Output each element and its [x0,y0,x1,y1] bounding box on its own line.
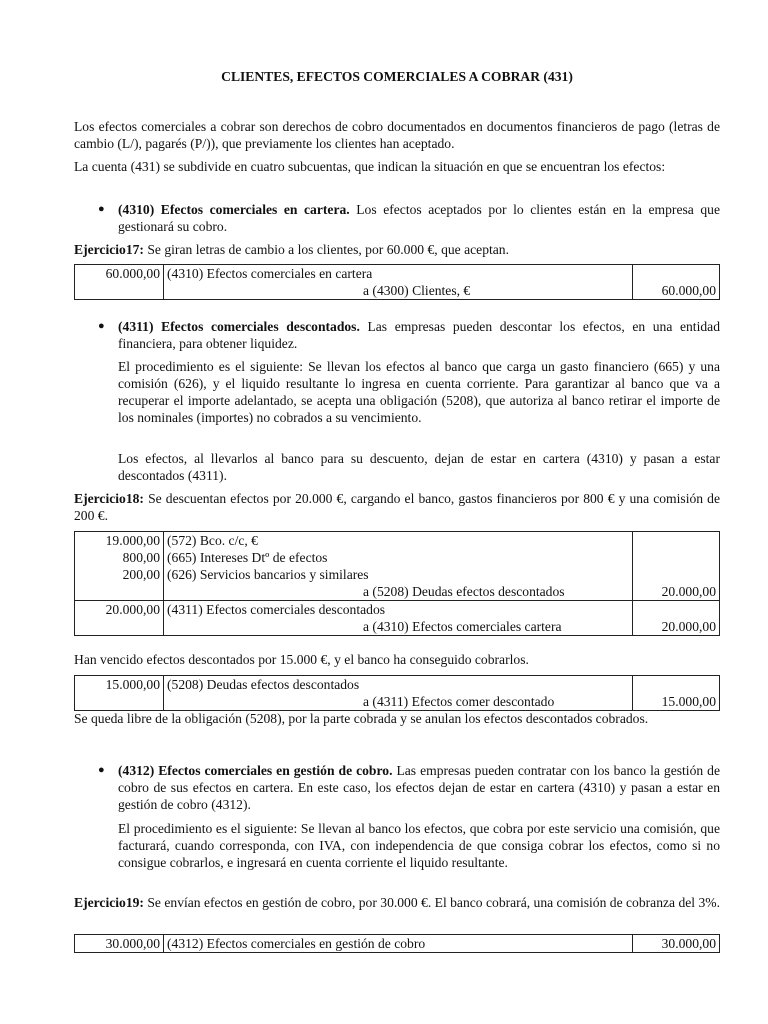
bullet-4312 [118,762,720,813]
bullet-4310-title: (4310) Efectos comerciales en cartera. [118,202,350,217]
bullet-4311-procedure: El procedimiento es el siguiente: Se llevan los efectos al banco que carga un gasto financiero (665) y una comisión (626), y el liquido resultante lo ingresa en cuenta corriente. Para garantizar al banco que va a recuperar el importe adelantado, se acepta una obligación (5208), que autoriza al banco retirar el importe de los nominales (importes) no cobrados a su vencimiento. [118,359,720,425]
bullet-4310-text: Los efectos aceptados por lo clientes están en la empresa que gestionará su cobro. [118,202,720,234]
exercise-19-text: Se envían efectos en gestión de cobro, por 30.000 €. El banco cobrará, una comisión de cobranza del 3%. [143,895,720,910]
table-row [75,265,720,300]
account-cell [164,532,633,601]
credit-cell: 15.000,00 [633,676,720,711]
obligacion-libre: Se queda libre de la obligación (5208), por la parte cobrada y se anulan los efectos descontados cobrados. [74,711,649,726]
debit-account: (572) Bco. c/c, € [167,533,258,548]
debit-account: (626) Servicios bancarios y similares [167,567,369,582]
debit-cell: 30.000,00 [75,935,164,953]
debit-cell: 20.000,00 [75,601,164,636]
debit-account: (665) Intereses Dtº de efectos [167,550,328,565]
bullet-4312-procedure: El procedimiento es el siguiente: Se llevan al banco los efectos, que cobra por este servicio una comisión, que facturará, cuando corresponda, con IVA, con independencia de que consiga cobrar los efectos, como si no consigue cobrarlos, e ingresará en cuenta corriente el liquido resultante. [118,821,720,870]
bullet-icon: ● [98,764,105,776]
exercise-19 [74,894,720,911]
exercise-17-text: Se giran letras de cambio a los clientes, por 60.000 €, que aceptan. [143,242,509,257]
account-cell [164,265,633,300]
bullet-icon: ● [98,320,105,332]
intro-paragraph-2: La cuenta (431) se subdivide en cuatro subcuentas, que indican la situación en que se encuentran los efectos: [74,159,666,174]
intro-paragraph: Los efectos comerciales a cobrar son derechos de cobro documentados en documentos financieros de pago (letras de cambio (L/), pagarés (P/)), que previamente los clientes han aceptado. [74,119,720,151]
debit-cell: 15.000,00 [75,676,164,711]
debit-cell: 60.000,00 [75,265,164,300]
account-cell [164,676,633,711]
credit-cell: 20.000,00 [633,532,720,601]
credit-account: a (5208) Deudas efectos descontados [363,584,565,599]
table-row [75,935,720,953]
bullet-4311-text: Las empresas pueden descontar los efectos, en una entidad financiera, para obtener liquidez. [118,319,720,351]
debit-account: (4311) Efectos comerciales descontados [167,602,386,617]
journal-entry-19 [74,934,720,953]
account-cell [164,601,633,636]
bullet-4310 [118,201,720,235]
exercise-18 [74,490,720,524]
exercise-17 [74,241,720,258]
debit-cell: 19.000,00 800,00 200,00 [75,532,164,601]
descontados-vencidos: Han vencido efectos descontados por 15.000 €, y el banco ha conseguido cobrarlos. [74,652,529,667]
debit-account: (5208) Deudas efectos descontados [167,677,360,692]
credit-account: a (4311) Efectos comer descontado [363,694,555,709]
bullet-4312-title: (4312) Efectos comerciales en gestión de cobro. [118,763,393,778]
debit-account: (4312) Efectos comerciales en gestión de cobro [167,936,426,951]
account-cell [164,935,633,953]
table-row [75,601,720,636]
exercise-18-label: Ejercicio18: [74,491,144,506]
credit-account: a (4300) Clientes, € [363,283,471,298]
journal-entry-vencidos [74,675,720,711]
page-title: CLIENTES, EFECTOS COMERCIALES A COBRAR (431) [221,69,573,84]
exercise-18-text: Se descuentan efectos por 20.000 €, cargando el banco, gastos financieros por 800 € y una comisión de 200 €. [74,491,720,523]
table-row [75,676,720,711]
debit-account: (4310) Efectos comerciales en cartera [167,266,373,281]
credit-cell: 20.000,00 [633,601,720,636]
table-row [75,532,720,601]
bullet-4312-text: Las empresas pueden contratar con los banco la gestión de cobro de sus efectos en cartera. En este caso, los efectos dejan de estar en cartera (4310) y pasan a estar en gestión de cobro (4312). [118,763,720,812]
bullet-4311-note: Los efectos, al llevarlos al banco para su descuento, dejan de estar en cartera (4310) y pasan a estar descontados (4311). [118,451,720,483]
credit-cell: 60.000,00 [633,265,720,300]
journal-entry-18 [74,531,720,636]
exercise-19-label: Ejercicio19: [74,895,144,910]
exercise-17-label: Ejercicio17: [74,242,144,257]
credit-account: a (4310) Efectos comerciales cartera [363,619,562,634]
credit-cell: 30.000,00 [633,935,720,953]
bullet-icon: ● [98,203,105,215]
journal-entry-17 [74,264,720,300]
bullet-4311 [118,318,720,352]
bullet-4311-title: (4311) Efectos comerciales descontados. [118,319,360,334]
